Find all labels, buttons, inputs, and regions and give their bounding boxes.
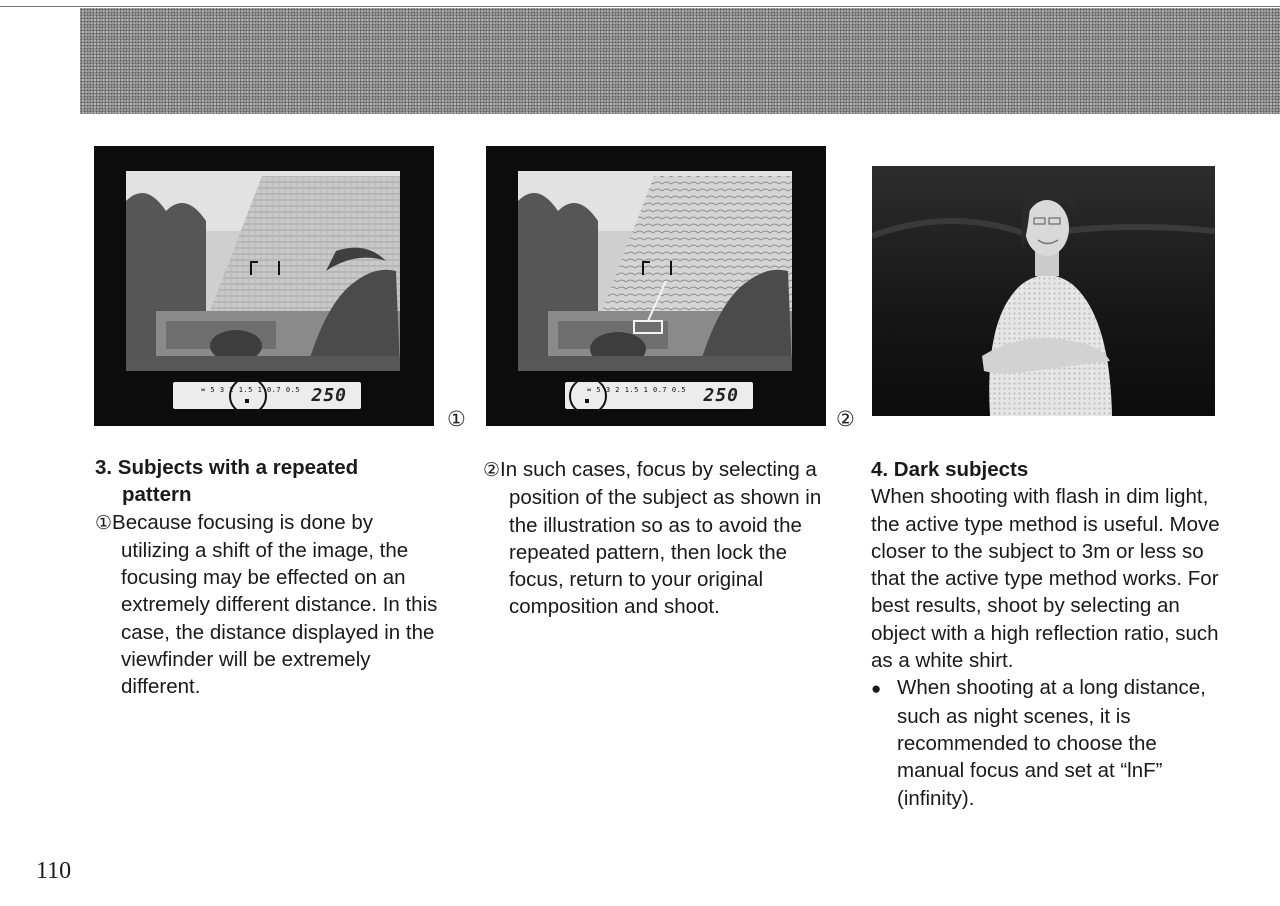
distance-scale-2: ∞ 5 3 2 1.5 1 0.7 0.5 [587, 386, 687, 394]
bullet-dot-icon: ● [871, 679, 882, 699]
section-3-column [95, 454, 445, 701]
distance-marker-1 [245, 399, 249, 403]
figure-number-1: ① [447, 407, 466, 431]
distance-scale-1: ∞ 5 3 2 1.5 1 0.7 0.5 [201, 386, 301, 394]
viewfinder-scene-1 [126, 171, 400, 371]
section-4-column [871, 456, 1221, 812]
viewfinder-lcd-1 [173, 382, 361, 409]
top-rule [0, 6, 1280, 7]
distance-marker-2 [585, 399, 589, 403]
section-3-heading-line2: pattern [122, 483, 192, 507]
viewfinder-scene-2 [518, 171, 792, 371]
dark-subject-photo [872, 166, 1215, 416]
item-2-marker: ② [483, 459, 501, 481]
shutter-speed-2: 250 [703, 385, 739, 406]
section-3-item-1 [95, 509, 445, 701]
viewfinder-lcd-2 [565, 382, 753, 409]
section-3-continued-column [483, 456, 828, 621]
af-frame-bracket [250, 261, 280, 275]
viewfinder-figure-1 [94, 146, 434, 426]
section-3-heading [95, 454, 445, 509]
viewfinder-figure-2 [486, 146, 826, 426]
section-4-heading: 4. Dark subjects [871, 458, 1029, 481]
section-4-bullet [871, 674, 1221, 811]
section-4-body: When shooting with flash in dim light, the active type method is useful. Move closer to the subject to 3m or less so that the active type method works. For best results, shoot by selecting an object with a high reflection ratio, such as a white shirt. [871, 485, 1220, 673]
section-3-heading-line1: 3. Subjects with a repeated [95, 456, 359, 479]
shutter-speed-1: 250 [311, 385, 347, 406]
highlight-circle-2 [569, 377, 607, 415]
item-1-marker: ① [95, 511, 113, 534]
item-2-text: In such cases, focus by selecting a position of the subject as shown in the illustration so as to avoid the repeated pattern, then lock the focus, return to your original composition and shoot. [500, 458, 822, 619]
header-band [80, 8, 1280, 114]
af-frame-bracket-2 [642, 261, 672, 275]
item-1-text: Because focusing is done by utilizing a shift of the image, the focusing may be effected on an extremely different distance. In this case, the distance displayed in the viewfinder will be extremely different. [112, 510, 438, 699]
section-3-item-2 [483, 456, 828, 621]
figure-number-2: ② [836, 407, 855, 431]
highlight-circle-1 [229, 377, 267, 415]
page-number: 110 [36, 858, 72, 884]
section-4-bullet-text: When shooting at a long distance, such as night scenes, it is recommended to choose the manual focus and set at “lnF” (infinity). [897, 676, 1206, 810]
